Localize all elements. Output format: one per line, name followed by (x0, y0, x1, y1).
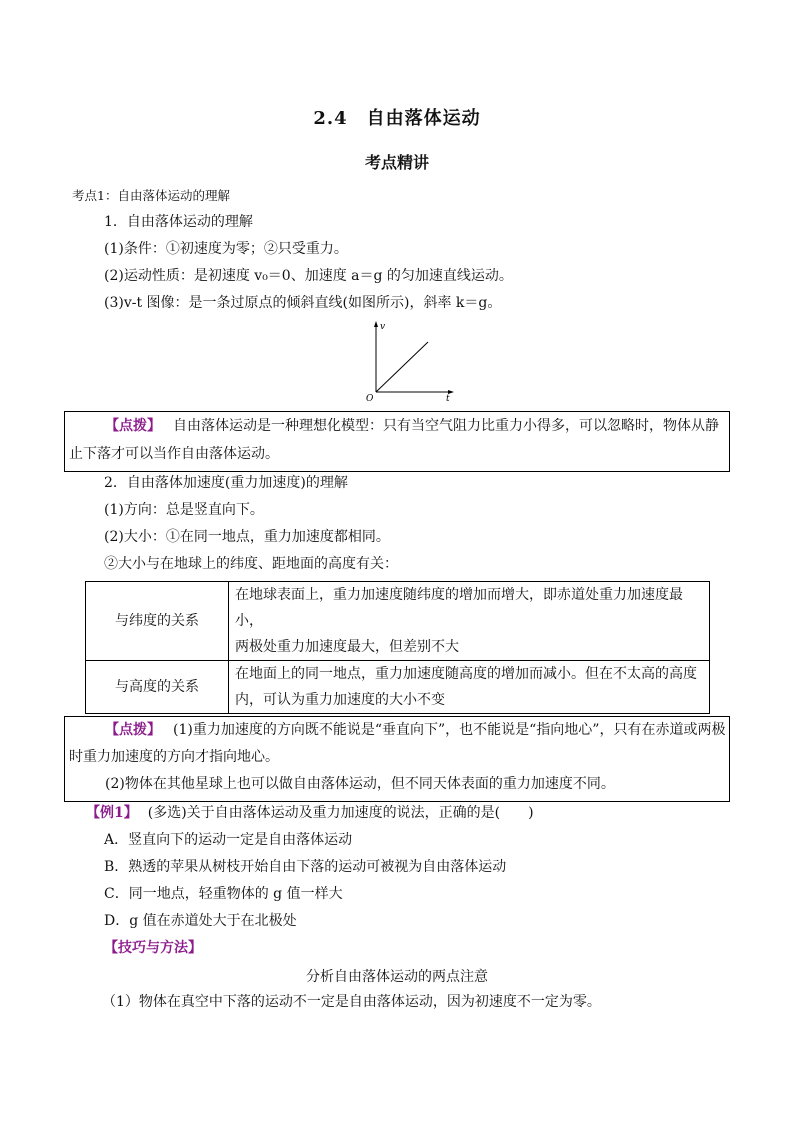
tip2-line1: (1)重力加速度的方向既不能说是“垂直向下”，也不能说是“指向地心”，只有在赤道或两极 (173, 722, 726, 738)
tip-box-1 (64, 411, 730, 472)
tip2-line2: 时重力加速度的方向才指向地心。 (69, 749, 279, 765)
direction-text: (1)方向：总是竖直向下。 (104, 502, 264, 518)
table-row (86, 582, 710, 661)
table-cell-line: 在地球表面上，重力加速度随纬度的增加而增大，即赤道处重力加速度最小， (235, 587, 683, 629)
gravity-table (85, 581, 710, 714)
graph-y-label: v (380, 322, 386, 332)
example-question (86, 804, 534, 822)
page-subtitle: 考点精讲 (364, 153, 429, 172)
option-b: B．熟透的苹果从树枝开始自由下落的运动可被视为自由落体运动 (104, 859, 507, 875)
tip1-line1: 自由落体运动是一种理想化模型：只有当空气阻力比重力小得多，可以忽略时，物体从静 (173, 418, 719, 434)
graph-y-arrow (374, 321, 378, 327)
nature-text: (2)运动性质：是初速度 v₀＝0、加速度 a＝g 的匀加速直线运动。 (104, 268, 513, 284)
example-tag: 【例1】 (86, 805, 138, 821)
table-cell-label: 与纬度的关系 (86, 582, 229, 661)
item2-title: 2．自由落体加速度(重力加速度)的理解 (104, 475, 348, 491)
graph-x-label: t (446, 394, 450, 402)
item1-title: 1．自由落体运动的理解 (104, 214, 253, 230)
table-cell-line: 两极处重力加速度最大，但差别不大 (235, 639, 459, 655)
graph-origin-label: O (366, 394, 374, 402)
option-d: D．g 值在赤道处大于在北极处 (104, 913, 297, 929)
table-cell-label: 与高度的关系 (86, 661, 229, 714)
example-question-text: (多选)关于自由落体运动及重力加速度的说法，正确的是( ) (147, 805, 534, 821)
vt-text: (3)v-t 图像：是一条过原点的倾斜直线(如图所示)，斜率 k＝g。 (104, 295, 502, 311)
size-text: (2)大小：①在同一地点，重力加速度都相同。 (104, 529, 390, 545)
page-title: 2.4 自由落体运动 (313, 108, 481, 129)
method-tag: 【技巧与方法】 (104, 940, 202, 956)
table-cell-line: 内，可认为重力加速度的大小不变 (235, 692, 445, 708)
method-title: 分析自由落体运动的两点注意 (306, 969, 488, 985)
section1-heading: 考点1：自由落体运动的理解 (72, 188, 230, 203)
tip1-line2: 止下落才可以当作自由落体运动。 (69, 446, 279, 462)
table-cell-content (229, 582, 710, 661)
table-cell-line: 在地面上的同一地点，重力加速度随高度的增加而减小。但在不太高的高度 (235, 666, 697, 682)
tip-box-2 (64, 716, 730, 802)
table-row (86, 661, 710, 714)
vt-graph (366, 320, 456, 402)
graph-line (376, 342, 428, 392)
tip2-line3: (2)物体在其他星球上也可以做自由落体运动，但不同天体表面的重力加速度不同。 (105, 776, 615, 792)
option-c: C．同一地点，轻重物体的 g 值一样大 (104, 886, 343, 902)
condition-text: (1)条件：①初速度为零；②只受重力。 (104, 241, 348, 257)
method-line1: （1）物体在真空中下落的运动不一定是自由落体运动，因为初速度不一定为零。 (102, 994, 601, 1010)
table-cell-content (229, 661, 710, 714)
size2-text: ②大小与在地球上的纬度、距地面的高度有关： (104, 556, 398, 572)
tip1-tag: 【点拨】 (105, 418, 161, 434)
tip2-tag: 【点拨】 (105, 722, 161, 738)
option-a: A．竖直向下的运动一定是自由落体运动 (104, 832, 353, 848)
